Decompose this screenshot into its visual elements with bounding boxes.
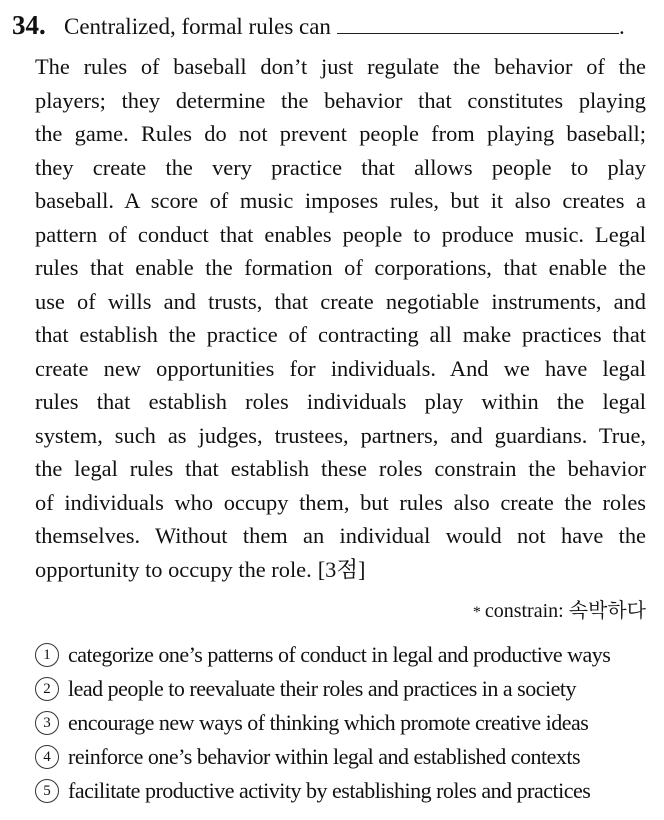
passage-line: use of wills and trusts, that create negotiable instruments, and: [35, 288, 646, 314]
passage: [35, 50, 646, 586]
asterisk-icon: *: [472, 604, 481, 621]
passage-line: they create the very practice that allows people to play: [35, 154, 646, 180]
answer-options: [35, 638, 646, 808]
option-text: categorize one’s patterns of conduct in legal and productive ways: [68, 642, 611, 667]
option-text: encourage new ways of thinking which promote creative ideas: [68, 710, 589, 735]
footnote-text: constrain: 속박하다: [484, 600, 646, 622]
passage-line: The rules of baseball don’t just regulate the behavior of the: [35, 54, 646, 79]
passage-line: system, such as judges, trustees, partners, and guardians. True,: [35, 422, 646, 448]
option-4[interactable]: [35, 740, 646, 774]
answer-blank: [337, 11, 619, 34]
passage-line: rules that enable the formation of corporations, that enable the: [35, 255, 646, 280]
option-number-circle: 5: [35, 779, 59, 803]
stem-text: Centralized, formal rules can: [64, 14, 331, 39]
passage-line-last: [35, 553, 646, 587]
footnote: [473, 594, 646, 623]
passage-line: rules that establish roles individuals play within the legal: [35, 389, 646, 414]
option-text: reinforce one’s behavior within legal and established contexts: [68, 744, 581, 769]
passage-line: baseball. A score of music imposes rules, but it also creates a: [35, 188, 646, 213]
option-2[interactable]: [35, 672, 646, 706]
option-number-circle: 4: [35, 745, 59, 769]
question-stem: [12, 10, 652, 46]
passage-line-text: opportunity to occupy the role.: [35, 556, 312, 582]
passage-line: themselves. Without them an individual would not have the: [35, 523, 646, 548]
option-text: facilitate productive activity by establishing roles and practices: [68, 778, 591, 803]
option-3[interactable]: [35, 706, 646, 740]
option-number-circle: 2: [35, 677, 59, 701]
question-number: 34.: [12, 10, 46, 40]
passage-line: the game. Rules do not prevent people from playing baseball;: [35, 121, 646, 146]
stem-end: .: [618, 14, 625, 39]
passage-line: that establish the practice of contracting all make practices that: [35, 322, 646, 347]
passage-line: of individuals who occupy them, but rules also create the roles: [35, 489, 646, 515]
option-1[interactable]: [35, 638, 646, 672]
option-number-circle: 3: [35, 711, 59, 735]
option-text: lead people to reevaluate their roles and practices in a society: [68, 676, 576, 701]
passage-line: pattern of conduct that enables people to produce music. Legal: [35, 221, 646, 247]
passage-line: create new opportunities for individuals. And we have legal: [35, 355, 646, 381]
passage-line: the legal rules that establish these roles constrain the behavior: [35, 456, 646, 481]
points-badge: [3점]: [317, 556, 366, 582]
option-5[interactable]: [35, 774, 646, 808]
option-number-circle: 1: [35, 643, 59, 667]
passage-line: players; they determine the behavior that constitutes playing: [35, 87, 646, 113]
